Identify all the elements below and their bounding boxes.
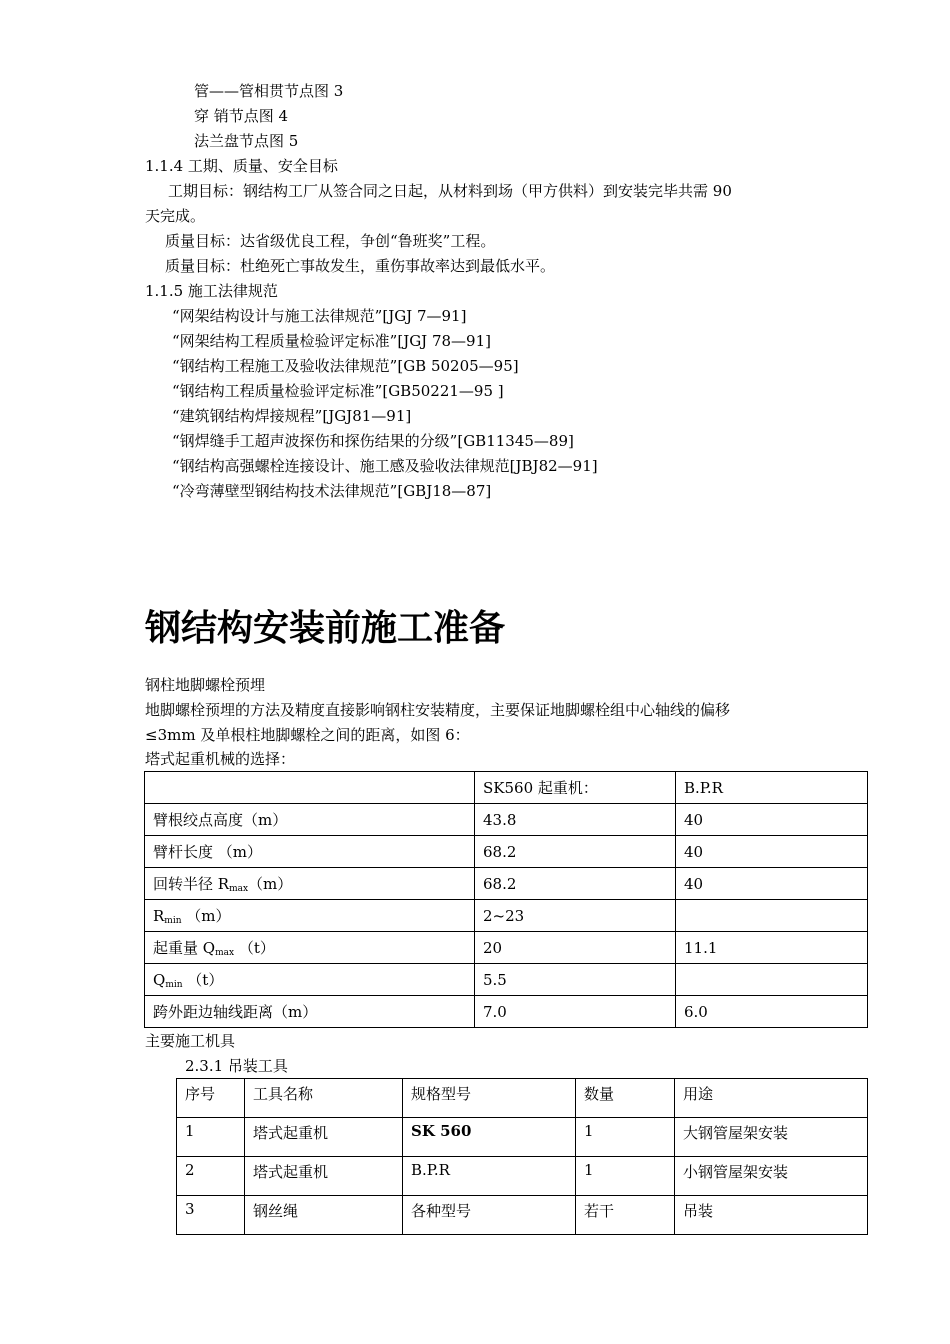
table-row [145, 868, 868, 900]
standard-item: “钢结构工程施工及验收法律规范”[GB 50205—95] [172, 357, 519, 375]
table-cell: 用途 [675, 1079, 868, 1118]
table-row [145, 836, 868, 868]
standard-item: “钢焊缝手工超声波探伤和探伤结果的分级”[GB11345—89] [172, 432, 574, 450]
quality-goal: 质量目标：达省级优良工程，争创“鲁班奖”工程。 [165, 232, 496, 250]
table-cell: 塔式起重机 [245, 1157, 403, 1196]
schedule-goal-line2: 天完成。 [145, 207, 206, 225]
table-cell: 规格型号 [403, 1079, 576, 1118]
table-cell: 序号 [177, 1079, 245, 1118]
table-cell: 数量 [576, 1079, 675, 1118]
table-cell: 20 [475, 932, 676, 964]
standard-item: “钢结构高强螺栓连接设计、施工感及验收法律规范[JBJ82—91] [172, 457, 598, 475]
crane-selection-title: 塔式起重机械的选择： [145, 750, 296, 768]
table-cell: B.P.R [676, 772, 868, 804]
standard-item: “建筑钢结构焊接规程”[JGJ81—91] [172, 407, 412, 425]
table-cell: 40 [676, 836, 868, 868]
table-cell: 1 [177, 1118, 245, 1157]
crane-table [144, 771, 868, 1028]
table-cell: 若干 [576, 1196, 675, 1235]
section-115-title: 1.1.5 施工法律规范 [145, 282, 278, 300]
figure-list-item: 穿 销节点图 4 [194, 107, 289, 125]
table-cell: 2 [177, 1157, 245, 1196]
table-cell: 68.2 [475, 836, 676, 868]
table-cell: 40 [676, 868, 868, 900]
standard-item: “网架结构工程质量检验评定标准”[JGJ 78—91] [172, 332, 491, 350]
anchor-bolts-text-line1: 地脚螺栓预埋的方法及精度直接影响钢柱安装精度，主要保证地脚螺栓组中心轴线的偏移 [145, 701, 731, 719]
section-114-title: 1.1.4 工期、质量、安全目标 [145, 157, 338, 175]
table-row [145, 964, 868, 996]
table-cell: SK560 起重机： [475, 772, 676, 804]
lifting-tools-title: 2.3.1 吊装工具 [185, 1057, 288, 1075]
table-cell: 大钢管屋架安装 [675, 1118, 868, 1157]
table-cell: 40 [676, 804, 868, 836]
figure-list-item: 管——管相贯节点图 3 [194, 82, 344, 100]
table-cell: $Q_{min}$ （t） [145, 964, 475, 996]
anchor-bolts-title: 钢柱地脚螺栓预埋 [145, 676, 266, 694]
chapter-title: 钢结构安装前施工准备 [145, 608, 506, 649]
table-cell: $R_{min}$ （m） [145, 900, 475, 932]
table-cell [676, 900, 868, 932]
table-cell: 钢丝绳 [245, 1196, 403, 1235]
table-cell: 工具名称 [245, 1079, 403, 1118]
table-header-row [177, 1079, 868, 1118]
table-row [177, 1118, 868, 1157]
table-row [145, 804, 868, 836]
table-cell: SK 560 [403, 1118, 576, 1157]
table-cell: 11.1 [676, 932, 868, 964]
table-cell [145, 772, 475, 804]
table-cell [676, 964, 868, 996]
anchor-bolts-text-line2: ≤3mm 及单根柱地脚螺栓之间的距离，如图 6： [145, 726, 470, 744]
table-row [145, 900, 868, 932]
table-cell: 塔式起重机 [245, 1118, 403, 1157]
table-cell: 1 [576, 1118, 675, 1157]
table-cell: 68.2 [475, 868, 676, 900]
table-cell: 5.5 [475, 964, 676, 996]
table-cell: 小钢管屋架安装 [675, 1157, 868, 1196]
table-row [145, 932, 868, 964]
table-row [177, 1157, 868, 1196]
table-cell: 吊装 [675, 1196, 868, 1235]
table-cell: 6.0 [676, 996, 868, 1028]
tools-table [176, 1078, 868, 1235]
schedule-goal-line1: 工期目标：钢结构工厂从签合同之日起，从材料到场（甲方供料）到安装完毕共需 90 [168, 182, 732, 200]
machinery-title: 主要施工机具 [145, 1032, 236, 1050]
table-cell: 各种型号 [403, 1196, 576, 1235]
standard-item: “冷弯薄壁型钢结构技术法律规范”[GBJ18—87] [172, 482, 492, 500]
table-cell: 跨外距边轴线距离（m） [145, 996, 475, 1028]
table-cell: 3 [177, 1196, 245, 1235]
standard-item: “钢结构工程质量检验评定标准”[GB50221—95 ] [172, 382, 504, 400]
table-cell: 回转半径 $R_{max}(m)$ [145, 868, 475, 900]
table-cell: B.P.R [403, 1157, 576, 1196]
table-cell: 1 [576, 1157, 675, 1196]
table-header-row [145, 772, 868, 804]
table-cell: 43.8 [475, 804, 676, 836]
table-cell: 臂根绞点高度（m） [145, 804, 475, 836]
table-cell: 2~23 [475, 900, 676, 932]
table-row [177, 1196, 868, 1235]
table-cell: 7.0 [475, 996, 676, 1028]
table-row [145, 996, 868, 1028]
figure-list-item: 法兰盘节点图 5 [194, 132, 299, 150]
standard-item: “网架结构设计与施工法律规范”[JGJ 7—91] [172, 307, 467, 325]
table-cell: 臂杆长度 （m） [145, 836, 475, 868]
table-cell: 起重量 $Q_{max}$ （t） [145, 932, 475, 964]
safety-goal: 质量目标：杜绝死亡事故发生，重伤事故率达到最低水平。 [165, 257, 556, 275]
